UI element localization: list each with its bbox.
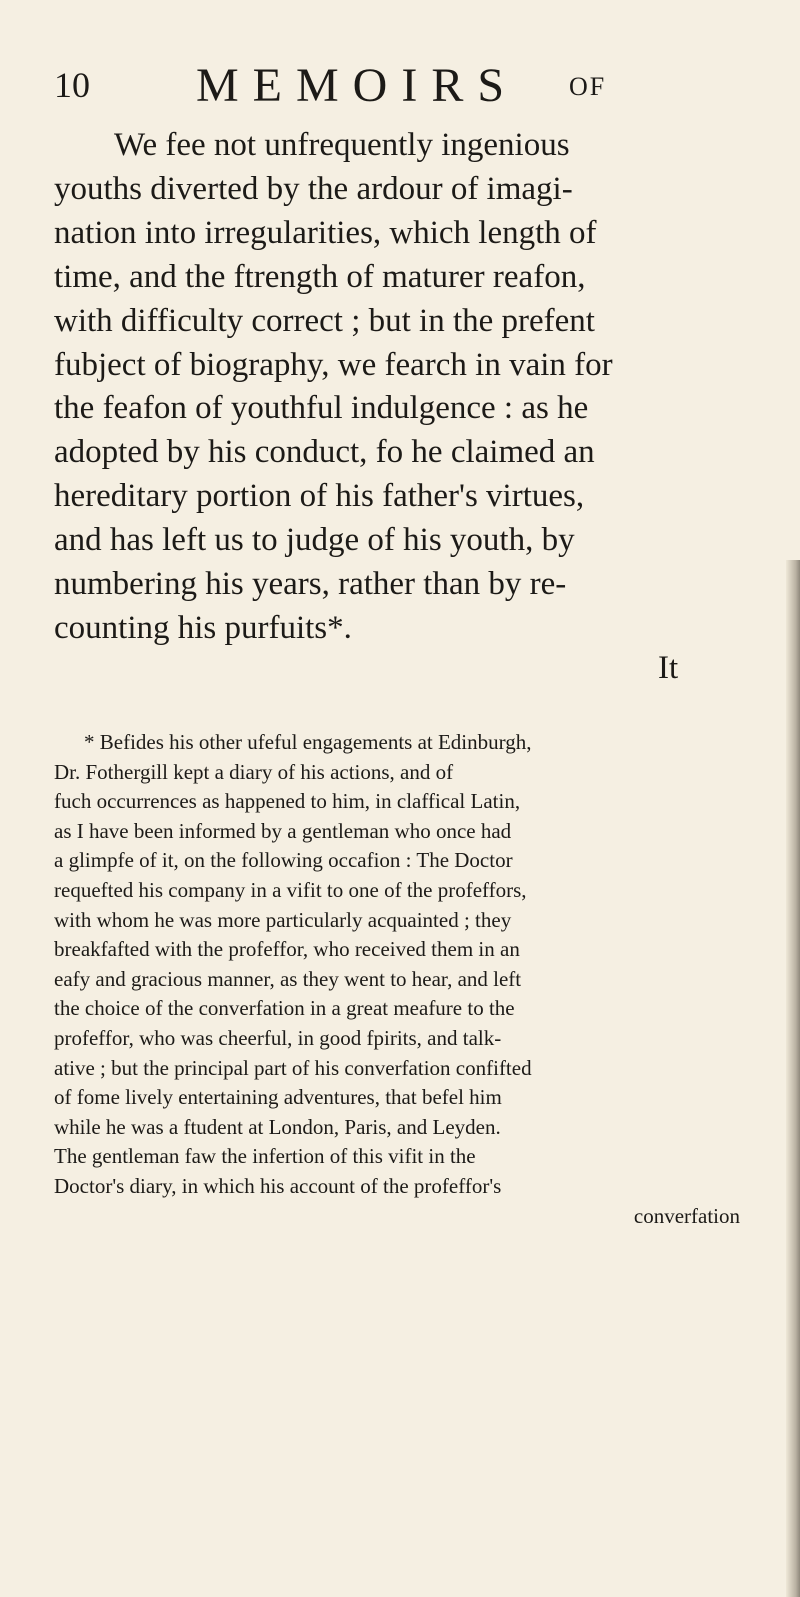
body-line: counting his purfuits*. bbox=[54, 609, 352, 646]
footnote-line: while he was a ftudent at London, Paris, and Leyden. bbox=[54, 1114, 501, 1139]
footnote-line: a glimpfe of it, on the following occafion : The Doctor bbox=[54, 848, 513, 873]
footnote-line: with whom he was more particularly acquainted ; they bbox=[54, 907, 512, 932]
body-line: adopted by his conduct, fo he claimed an bbox=[54, 434, 595, 471]
running-title-suffix: OF bbox=[569, 72, 607, 101]
body-line: nation into irregularities, which length of bbox=[54, 214, 597, 251]
footnote-line: as I have been informed by a gentleman who once had bbox=[54, 818, 512, 843]
running-header bbox=[54, 59, 754, 114]
footnote-line: * Befides his other ufeful engagements at Edinburgh, bbox=[84, 730, 532, 754]
body-line: fubject of biography, we fearch in vain for bbox=[54, 346, 613, 383]
footnote-line: breakfafted with the profeffor, who received them in an bbox=[54, 937, 520, 962]
footnote-line: ative ; but the principal part of his converfation confifted bbox=[54, 1055, 532, 1080]
footnote bbox=[54, 728, 760, 1231]
page-edge-shadow bbox=[786, 560, 800, 1597]
footnote-line: The gentleman faw the infertion of this vifit in the bbox=[54, 1144, 476, 1169]
footnote-line: the choice of the converfation in a great meafure to the bbox=[54, 996, 515, 1021]
body-line: numbering his years, rather than by re- bbox=[54, 566, 567, 603]
footnote-line: Dr. Fothergill kept a diary of his actions, and of bbox=[54, 759, 454, 784]
running-title: MEMOIRS bbox=[196, 59, 519, 112]
body-line: youths diverted by the ardour of imagi- bbox=[54, 170, 573, 207]
body-line: We fee not unfrequently ingenious bbox=[114, 127, 570, 163]
footnote-line: fuch occurrences as happened to him, in claffical Latin, bbox=[54, 789, 521, 814]
footnote-line: of fome lively entertaining adventures, that befel him bbox=[54, 1085, 502, 1110]
body-line: the feafon of youthful indulgence : as he bbox=[54, 390, 589, 427]
body-line: time, and the ftrength of maturer reafon, bbox=[54, 258, 586, 295]
body-line: with difficulty correct ; but in the prefent bbox=[54, 302, 595, 339]
footnote-line: profeffor, who was cheerful, in good fpirits, and talk- bbox=[54, 1025, 502, 1050]
body-line: and has left us to judge of his youth, by bbox=[54, 522, 575, 559]
catchword: It bbox=[658, 650, 679, 686]
footnote-line: requefted his company in a vifit to one of the profeffors, bbox=[54, 877, 527, 902]
main-paragraph bbox=[54, 124, 760, 651]
body-line: hereditary portion of his father's virtues, bbox=[54, 478, 585, 515]
footnote-line: Doctor's diary, in which his account of the profeffor's bbox=[54, 1173, 502, 1198]
footnote-line: eafy and gracious manner, as they went to hear, and left bbox=[54, 966, 522, 991]
footnote-catchword: converfation bbox=[633, 1203, 740, 1228]
page-number: 10 bbox=[54, 65, 90, 105]
